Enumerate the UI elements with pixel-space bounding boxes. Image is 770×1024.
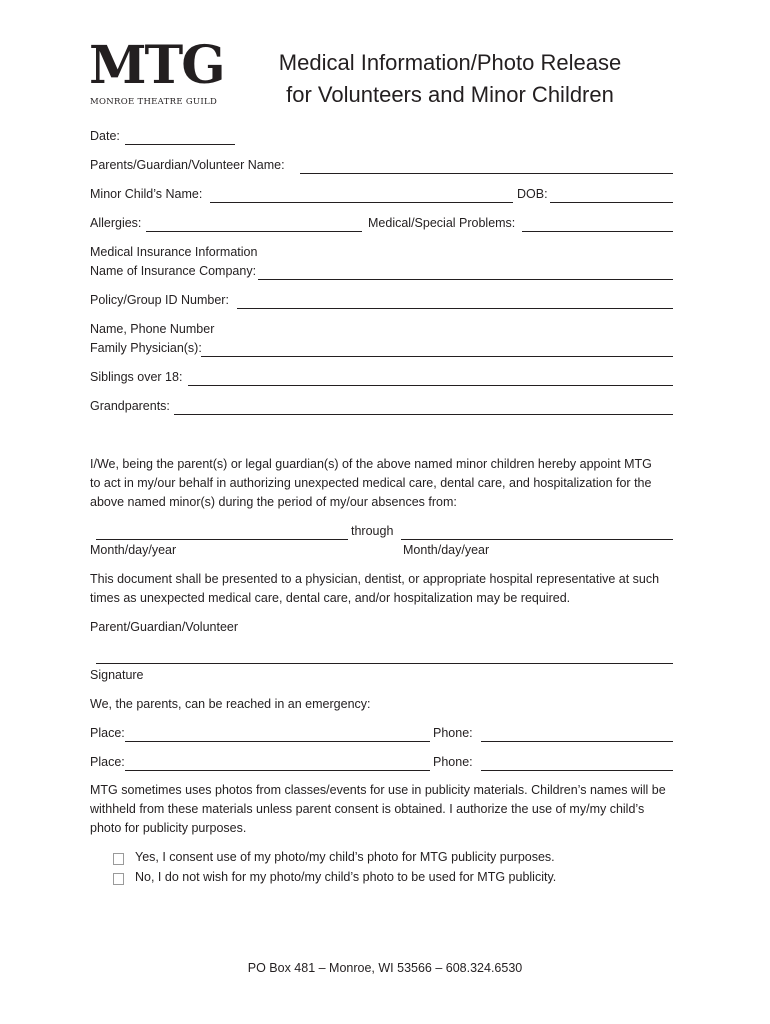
photo-line-1: MTG sometimes uses photos from classes/events for use in publicity materials. Children’s names will be: [90, 783, 666, 797]
phone-input-line-2[interactable]: [481, 770, 673, 771]
place-input-line-2[interactable]: [125, 770, 430, 771]
parent-guardian-label: Parent/Guardian/Volunteer: [90, 620, 239, 634]
place-label-1: Place:: [90, 726, 125, 740]
physician-label: Family Physician(s):: [90, 341, 202, 355]
siblings-label: Siblings over 18:: [90, 370, 183, 384]
medical-problems-input-line[interactable]: [522, 231, 673, 232]
consent-yes-checkbox[interactable]: [113, 853, 124, 865]
signature-input-line[interactable]: [96, 663, 673, 664]
page-title-line-2: for Volunteers and Minor Children: [286, 82, 614, 107]
authorization-line-3: above named minor(s) during the period of my/our absences from:: [90, 495, 457, 509]
through-label: through: [351, 524, 394, 538]
date-label: Date:: [90, 129, 120, 143]
parents-name-label: Parents/Guardian/Volunteer Name:: [90, 158, 285, 172]
consent-no-checkbox[interactable]: [113, 873, 124, 885]
policy-id-label: Policy/Group ID Number:: [90, 293, 229, 307]
insurance-company-label: Name of Insurance Company:: [90, 264, 257, 278]
insurance-header: Medical Insurance Information: [90, 245, 258, 259]
parents-name-input-line[interactable]: [300, 173, 673, 174]
photo-line-3: photo for publicity purposes.: [90, 821, 247, 835]
grandparents-label: Grandparents:: [90, 399, 170, 413]
authorization-line-2: to act in my/our behalf in authorizing unexpected medical care, dental care, and hospitalization for the: [90, 476, 652, 490]
minor-name-input-line[interactable]: [210, 202, 513, 203]
dob-input-line[interactable]: [550, 202, 673, 203]
place-label-2: Place:: [90, 755, 125, 769]
medical-problems-label: Medical/Special Problems:: [368, 216, 516, 230]
grandparents-input-line[interactable]: [174, 414, 673, 415]
dob-label: DOB:: [517, 187, 548, 201]
insurance-company-input-line[interactable]: [258, 279, 673, 280]
allergies-label: Allergies:: [90, 216, 142, 230]
present-line-1: This document shall be presented to a physician, dentist, or appropriate hospital representative at such: [90, 572, 660, 586]
emergency-label: We, the parents, can be reached in an emergency:: [90, 697, 371, 711]
policy-id-input-line[interactable]: [237, 308, 673, 309]
allergies-input-line[interactable]: [146, 231, 362, 232]
authorization-line-1: I/We, being the parent(s) or legal guardian(s) of the above named minor children hereby appoint MTG: [90, 457, 652, 471]
siblings-input-line[interactable]: [188, 385, 673, 386]
page-title-line-1: Medical Information/Photo Release: [278, 50, 622, 75]
logo-mark: MTG: [89, 35, 224, 96]
phone-label-2: Phone:: [433, 755, 473, 769]
logo-subtitle: MONROE THEATRE GUILD: [90, 97, 218, 107]
date-from-caption: Month/day/year: [90, 543, 177, 557]
footer-address: PO Box 481 – Monroe, WI 53566 – 608.324.6530: [247, 961, 523, 975]
date-from-input-line[interactable]: [96, 539, 348, 540]
signature-label: Signature: [90, 668, 144, 682]
physician-input-line[interactable]: [201, 356, 673, 357]
consent-yes-label: Yes, I consent use of my photo/my child’s photo for MTG publicity purposes.: [135, 850, 555, 864]
physician-header: Name, Phone Number: [90, 322, 215, 336]
minor-name-label: Minor Child’s Name:: [90, 187, 203, 201]
date-to-input-line[interactable]: [401, 539, 673, 540]
phone-label-1: Phone:: [433, 726, 473, 740]
consent-no-label: No, I do not wish for my photo/my child’s photo to be used for MTG publicity.: [135, 870, 557, 884]
date-input-line[interactable]: [125, 144, 235, 145]
date-to-caption: Month/day/year: [403, 543, 490, 557]
place-input-line-1[interactable]: [125, 741, 430, 742]
present-line-2: times as unexpected medical care, dental care, and/or hospitalization may be required.: [90, 591, 571, 605]
phone-input-line-1[interactable]: [481, 741, 673, 742]
photo-line-2: withheld from these materials unless parent consent is obtained. I authorize the use of my/my child’s: [90, 802, 645, 816]
